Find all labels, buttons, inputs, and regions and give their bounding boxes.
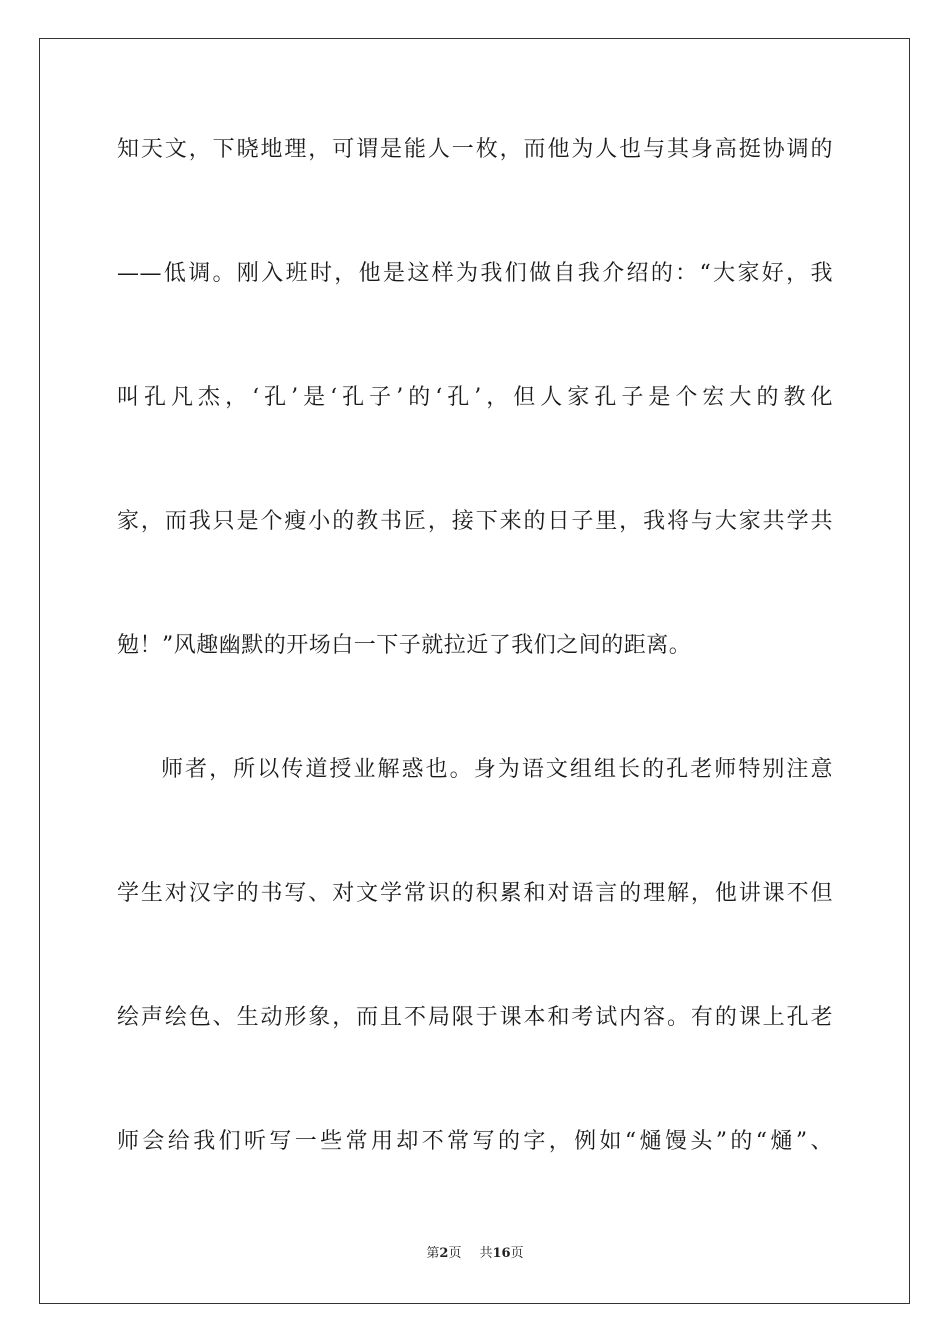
text-line-7: 学生对汉字的书写、对文学常识的积累和对语言的理解，他讲课不但 — [117, 881, 833, 906]
page-footer — [0, 1245, 950, 1263]
text-line-4: 家，而我只是个瘦小的教书匠，接下来的日子里，我将与大家共学共 — [117, 509, 833, 534]
total-unit: 页 — [510, 1246, 524, 1261]
text-line-2: ——低调。刚入班时，他是这样为我们做自我介绍的：“大家好，我 — [117, 261, 833, 286]
page-number: 2 — [439, 1246, 449, 1261]
total-prefix: 共 — [479, 1246, 493, 1261]
text-line-1: 知天文，下晓地理，可谓是能人一枚，而他为人也与其身高挺协调的 — [117, 137, 833, 162]
page-border — [39, 38, 910, 1304]
total-pages: 16 — [492, 1246, 511, 1261]
text-line-6-paragraph-start: 师者，所以传道授业解惑也。身为语文组组长的孔老师特别注意 — [161, 757, 833, 782]
text-line-5: 勉！”风趣幽默的开场白一下子就拉近了我们之间的距离。 — [117, 633, 692, 658]
text-line-3: 叫孔凡杰，‘孔’是‘孔子’的‘孔’，但人家孔子是个宏大的教化 — [117, 385, 833, 410]
text-line-8: 绘声绘色、生动形象，而且不局限于课本和考试内容。有的课上孔老 — [117, 1005, 833, 1030]
page-prefix: 第 — [426, 1246, 440, 1261]
page-unit: 页 — [448, 1246, 462, 1261]
text-line-9: 师会给我们听写一些常用却不常写的字，例如“熥馒头”的“熥”、 — [117, 1129, 833, 1154]
